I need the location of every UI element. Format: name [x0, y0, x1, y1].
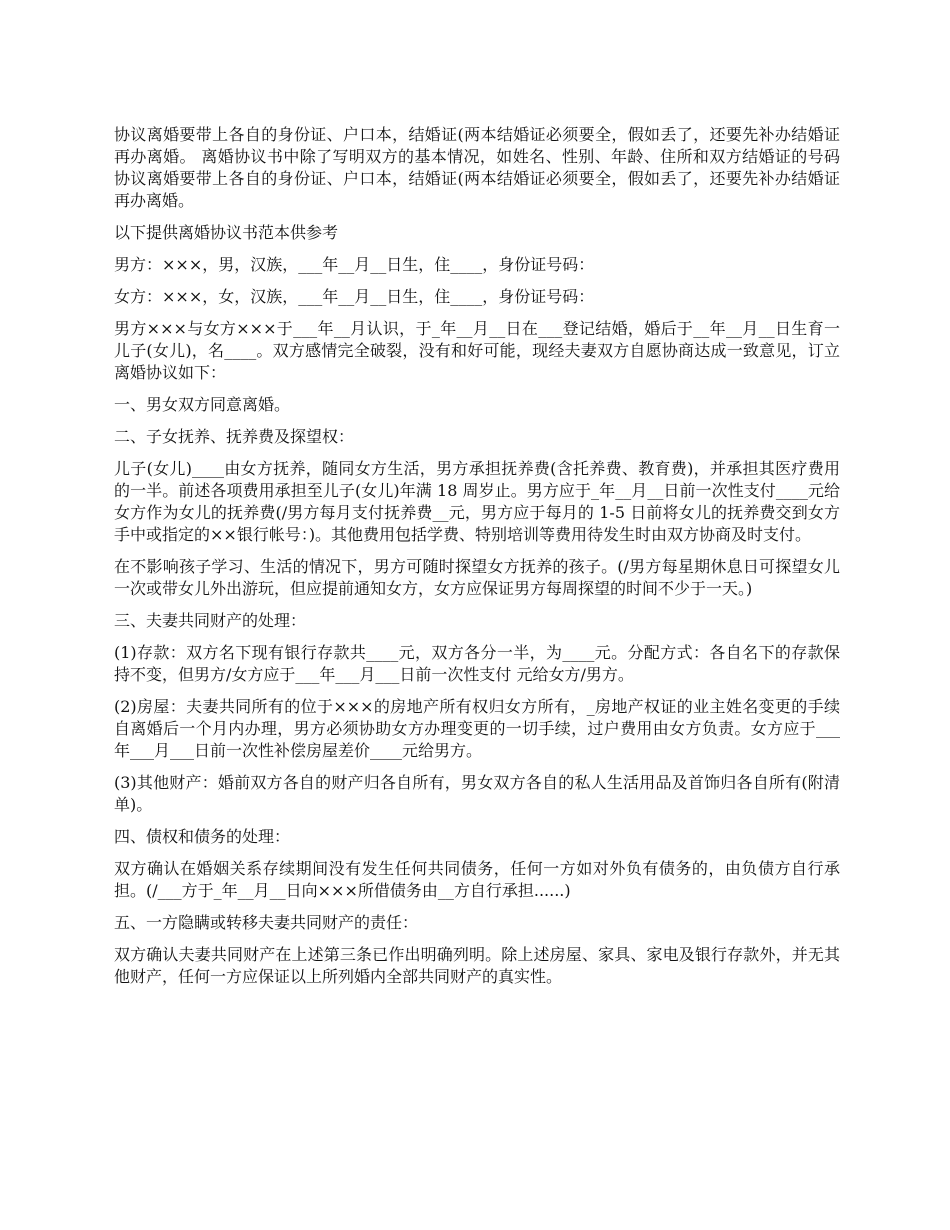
clause-1-heading: 一、男女双方同意离婚。 — [114, 395, 291, 414]
hidden-assets-paragraph: 双方确认夫妻共同财产在上述第三条已作出明确列明。除上述房屋、家具、家电及银行存款外，并无其他财产，任何一方应保证以上所列婚内全部共同财产的真实性。 — [114, 945, 840, 986]
clause-3-heading: 三、夫妻共同财产的处理： — [114, 611, 307, 630]
debts-paragraph: 双方确认在婚姻关系存续期间没有发生任何共同债务，任何一方如对外负有债务的，由负债方自行承担。(/___方于_年__月__日向×××所借债务由__方自行承担......) — [114, 859, 840, 900]
marriage-background-paragraph: 男方×××与女方×××于___年__月认识，于_年__月__日在___登记结婚，婚后于__年__月__日生育一儿子(女儿)，名____。双方感情完全破裂，没有和好可能，现经夫妻双方自愿协商达成一致意见，订立离婚协议如下： — [114, 319, 840, 382]
visitation-paragraph: 在不影响孩子学习、生活的情况下，男方可随时探望女方抚养的孩子。(/男方每星期休息日可探望女儿一次或带女儿外出游玩，但应提前通知女方，女方应保证男方每周探望的时间不少于一天。) — [114, 557, 840, 598]
clause-2-heading: 二、子女抚养、抚养费及探望权： — [114, 427, 355, 446]
document-body — [114, 124, 840, 998]
intro-paragraph: 协议离婚要带上各自的身份证、户口本，结婚证(两本结婚证必须要全，假如丢了，还要先补办结婚证再办离婚。 离婚协议书中除了写明双方的基本情况，如姓名、性别、年龄、住所和双方结婚证的号码 协议离婚要带上各自的身份证、户口本，结婚证(两本结婚证必须要全，假如丢了，还要先补办结婚证再办离婚。 — [114, 125, 840, 210]
reference-note: 以下提供离婚协议书范本供参考 — [114, 223, 339, 242]
other-assets-paragraph: (3)其他财产：婚前双方各自的财产归各自所有，男女双方各自的私人生活用品及首饰归各自所有(附清单)。 — [114, 773, 840, 814]
child-support-paragraph: 儿子(女儿)____由女方抚养，随同女方生活，男方承担抚养费(含托养费、教育费)，并承担其医疗费用的一半。前述各项费用承担至儿子(女儿)年满 18 周岁止。男方应于_年__月__日前一次性支付____元给女方作为女儿的抚养费(/男方每月支付抚养费__元，男方应于每月的 1-5 日前将女儿的抚养费交到女方手中或指定的××银行帐号：)。其他费用包括学费、特别培训等费用待发生时由双方协商及时支付。 — [114, 459, 840, 544]
property-paragraph: (2)房屋：夫妻共同所有的位于×××的房地产所有权归女方所有，_房地产权证的业主姓名变更的手续自离婚后一个月内办理，男方必须协助女方办理变更的一切手续，过户费用由女方负责。女方应于___年___月___日前一次性补偿房屋差价____元给男方。 — [114, 697, 840, 760]
husband-info-line: 男方：×××，男，汉族，___年__月__日生，住____，身份证号码： — [114, 255, 595, 274]
savings-paragraph: (1)存款：双方名下现有银行存款共____元，双方各分一半，为____元。分配方式：各自名下的存款保持不变，但男方/女方应于___年___月___日前一次性支付 元给女方/男方。 — [114, 643, 840, 684]
wife-info-line: 女方：×××，女，汉族，___年__月__日生，住____，身份证号码： — [114, 287, 595, 306]
clause-4-heading: 四、债权和债务的处理： — [114, 827, 291, 846]
clause-5-heading: 五、一方隐瞒或转移夫妻共同财产的责任： — [114, 913, 419, 932]
